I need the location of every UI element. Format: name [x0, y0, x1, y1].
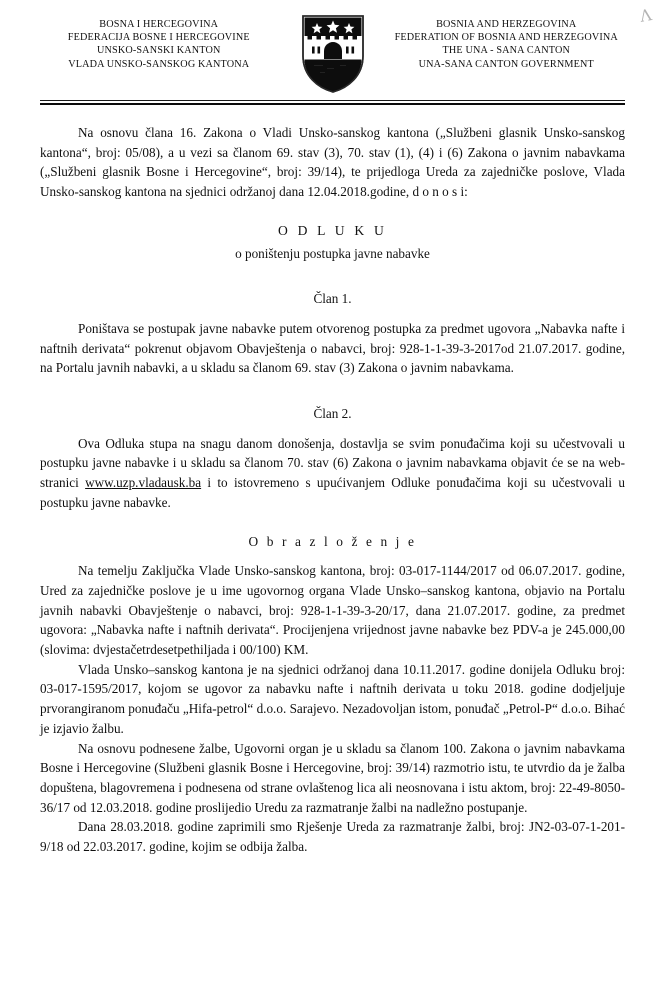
- letterhead-english: [376, 12, 638, 71]
- article-2-text: [40, 434, 625, 513]
- explanation-paragraph-1: Na temelju Zaključka Vlade Unsko-sanskog kantona, broj: 03-017-1144/2017 od 06.07.2017. godine, Ured za zajedničke poslove je u ime ugovornog organa Vlade Unsko–sanskog kantona, objavio na Portalu javnih nabavki Obavještenje o nabavci, broj: 928-1-1-39-3-20/17, dana 21.07.2017. godine, za predmet ugovora: „Nabavka nafte i naftnih derivata“. Procijenjena vrijednost javne nabavke bez PDV-a je 245.000,00 (slovima: dvjestačetrdesetpethiljada i 00/100) KM.: [40, 563, 625, 658]
- decision-title: O D L U K U: [277, 222, 388, 238]
- letterhead-english-line-3: THE UNA - SANA CANTON: [442, 45, 570, 57]
- explanation-paragraph-4: Dana 28.03.2018. godine zaprimili smo Rješenje Ureda za razmatranje žalbi, broj: JN2-03-07-1-201-9/18 od 22.03.2017. godine, kojim se odbija žalba.: [40, 819, 625, 855]
- article-1-text: Poništava se postupak javne nabavke putem otvorenog postupka za predmet ugovora „Nabavka nafte i naftnih derivata“ pokrenut objavom Obavještenja o nabavci, broj: 928-1-1-39-3-2017od 21.07.2017. godine, na Portalu javnih nabavki, a u skladu sa članom 69. stav (3) Zakona o javnim nabavkama.: [40, 320, 625, 376]
- coat-of-arms-icon: [300, 14, 366, 94]
- preamble-paragraph: Na osnovu člana 16. Zakona o Vladi Unsko-sanskog kantona („Službeni glasnik Unsko-sanskog kantona“, broj: 05/08), a u vezi sa članom 69. stav (3), 70. stav (1), (4) i (6) Zakona o javnim nabavkama („Službeni glasnik Bosne i Hercegovine“, broj: 39/14), te prijedloga Ureda za zajedničke poslove, Vlada Unsko-sanskog kantona na sjednici održanoj dana 12.04.2018.godine, d o n o s i:: [40, 125, 625, 200]
- letterhead-bosnian-line-3: UNSKO-SANSKI KANTON: [96, 45, 221, 57]
- letterhead-bosnian: [28, 12, 290, 71]
- letterhead-english-line-1: BOSNIA AND HERZEGOVINA: [436, 19, 577, 30]
- article-1-heading: Član 1.: [313, 291, 352, 307]
- handwritten-corner-mark: Λ: [638, 5, 653, 26]
- letterhead-bosnian-line-2: FEDERACIJA BOSNE I HERCEGOVINE: [67, 32, 250, 44]
- decision-subtitle: o poništenju postupka javne nabavke: [235, 245, 430, 261]
- letterhead: [0, 0, 665, 94]
- article-2-heading: Član 2.: [313, 406, 352, 422]
- letterhead-english-line-2: FEDERATION OF BOSNIA AND HERZEGOVINA: [394, 32, 618, 44]
- spacer: [40, 424, 625, 434]
- header-divider-rule: [40, 100, 625, 105]
- document-body: [0, 123, 665, 857]
- spacer: [40, 378, 625, 404]
- spacer: [40, 551, 625, 561]
- article-2-text-before-link: Ova Odluka stupa na snagu danom donošenja, dostavlja se svim ponuđačima koji su učestvovali u postupku javne nabavke i u skladu sa članom 70. stav (6) Zakona o javnim nabavkama objavit će se na web-stranici: [40, 435, 625, 491]
- emblem-container: [296, 12, 370, 94]
- letterhead-english-line-4: UNA-SANA CANTON GOVERNMENT: [418, 58, 594, 70]
- explanation-heading: O b r a z l o ž e n j e: [248, 533, 417, 549]
- explanation-paragraph-2: Vlada Unsko–sanskog kantona je na sjednici održanoj dana 10.11.2017. godine donijela Odluku broj: 03-017-1595/2017, kojom se ugovor za nabavku nafte i naftnih derivata u toku 2018. godine dodjeljuje prvorangiranom ponuđaču „Hifa-petrol“ d.o.o. Sarajevo. Nezadovoljan istom, ponuđač „Petrol-P“ d.o.o. Bihać je izjavio žalbu.: [40, 661, 625, 736]
- spacer: [40, 202, 625, 221]
- spacer: [40, 309, 625, 319]
- spacer: [40, 263, 625, 289]
- explanation-paragraph-3: Na osnovu podnesene žalbe, Ugovorni organ je u skladu sa članom 100. Zakona o javnim nabavkama Bosne i Hercegovine (Službeni glasnik Bosne i Hercegovine, broj: 39/14) razmotrio istu, te utvrdio da je žalba dopuštena, blagovremena i podnesena od strane ovlaštenog lica ali neosnovana i istu aktom, broj: 22-49-8050-36/17 od 12.03.2018. godine proslijedio Uredu za razmatranje žalbi na nadležno postupanje.: [40, 740, 625, 815]
- spacer: [40, 513, 625, 532]
- letterhead-bosnian-line-1: BOSNA I HERCEGOVINA: [99, 19, 219, 30]
- letterhead-bosnian-line-4: VLADA UNSKO-SANSKOG KANTONA: [68, 58, 250, 70]
- uzp-website-link[interactable]: www.uzp.vladausk.ba: [85, 475, 202, 491]
- article-2-text-after-link: i to istovremeno s upućivanjem Odluke ponuđačima koji su učestvovali u postupku javne nabavke.: [40, 475, 625, 510]
